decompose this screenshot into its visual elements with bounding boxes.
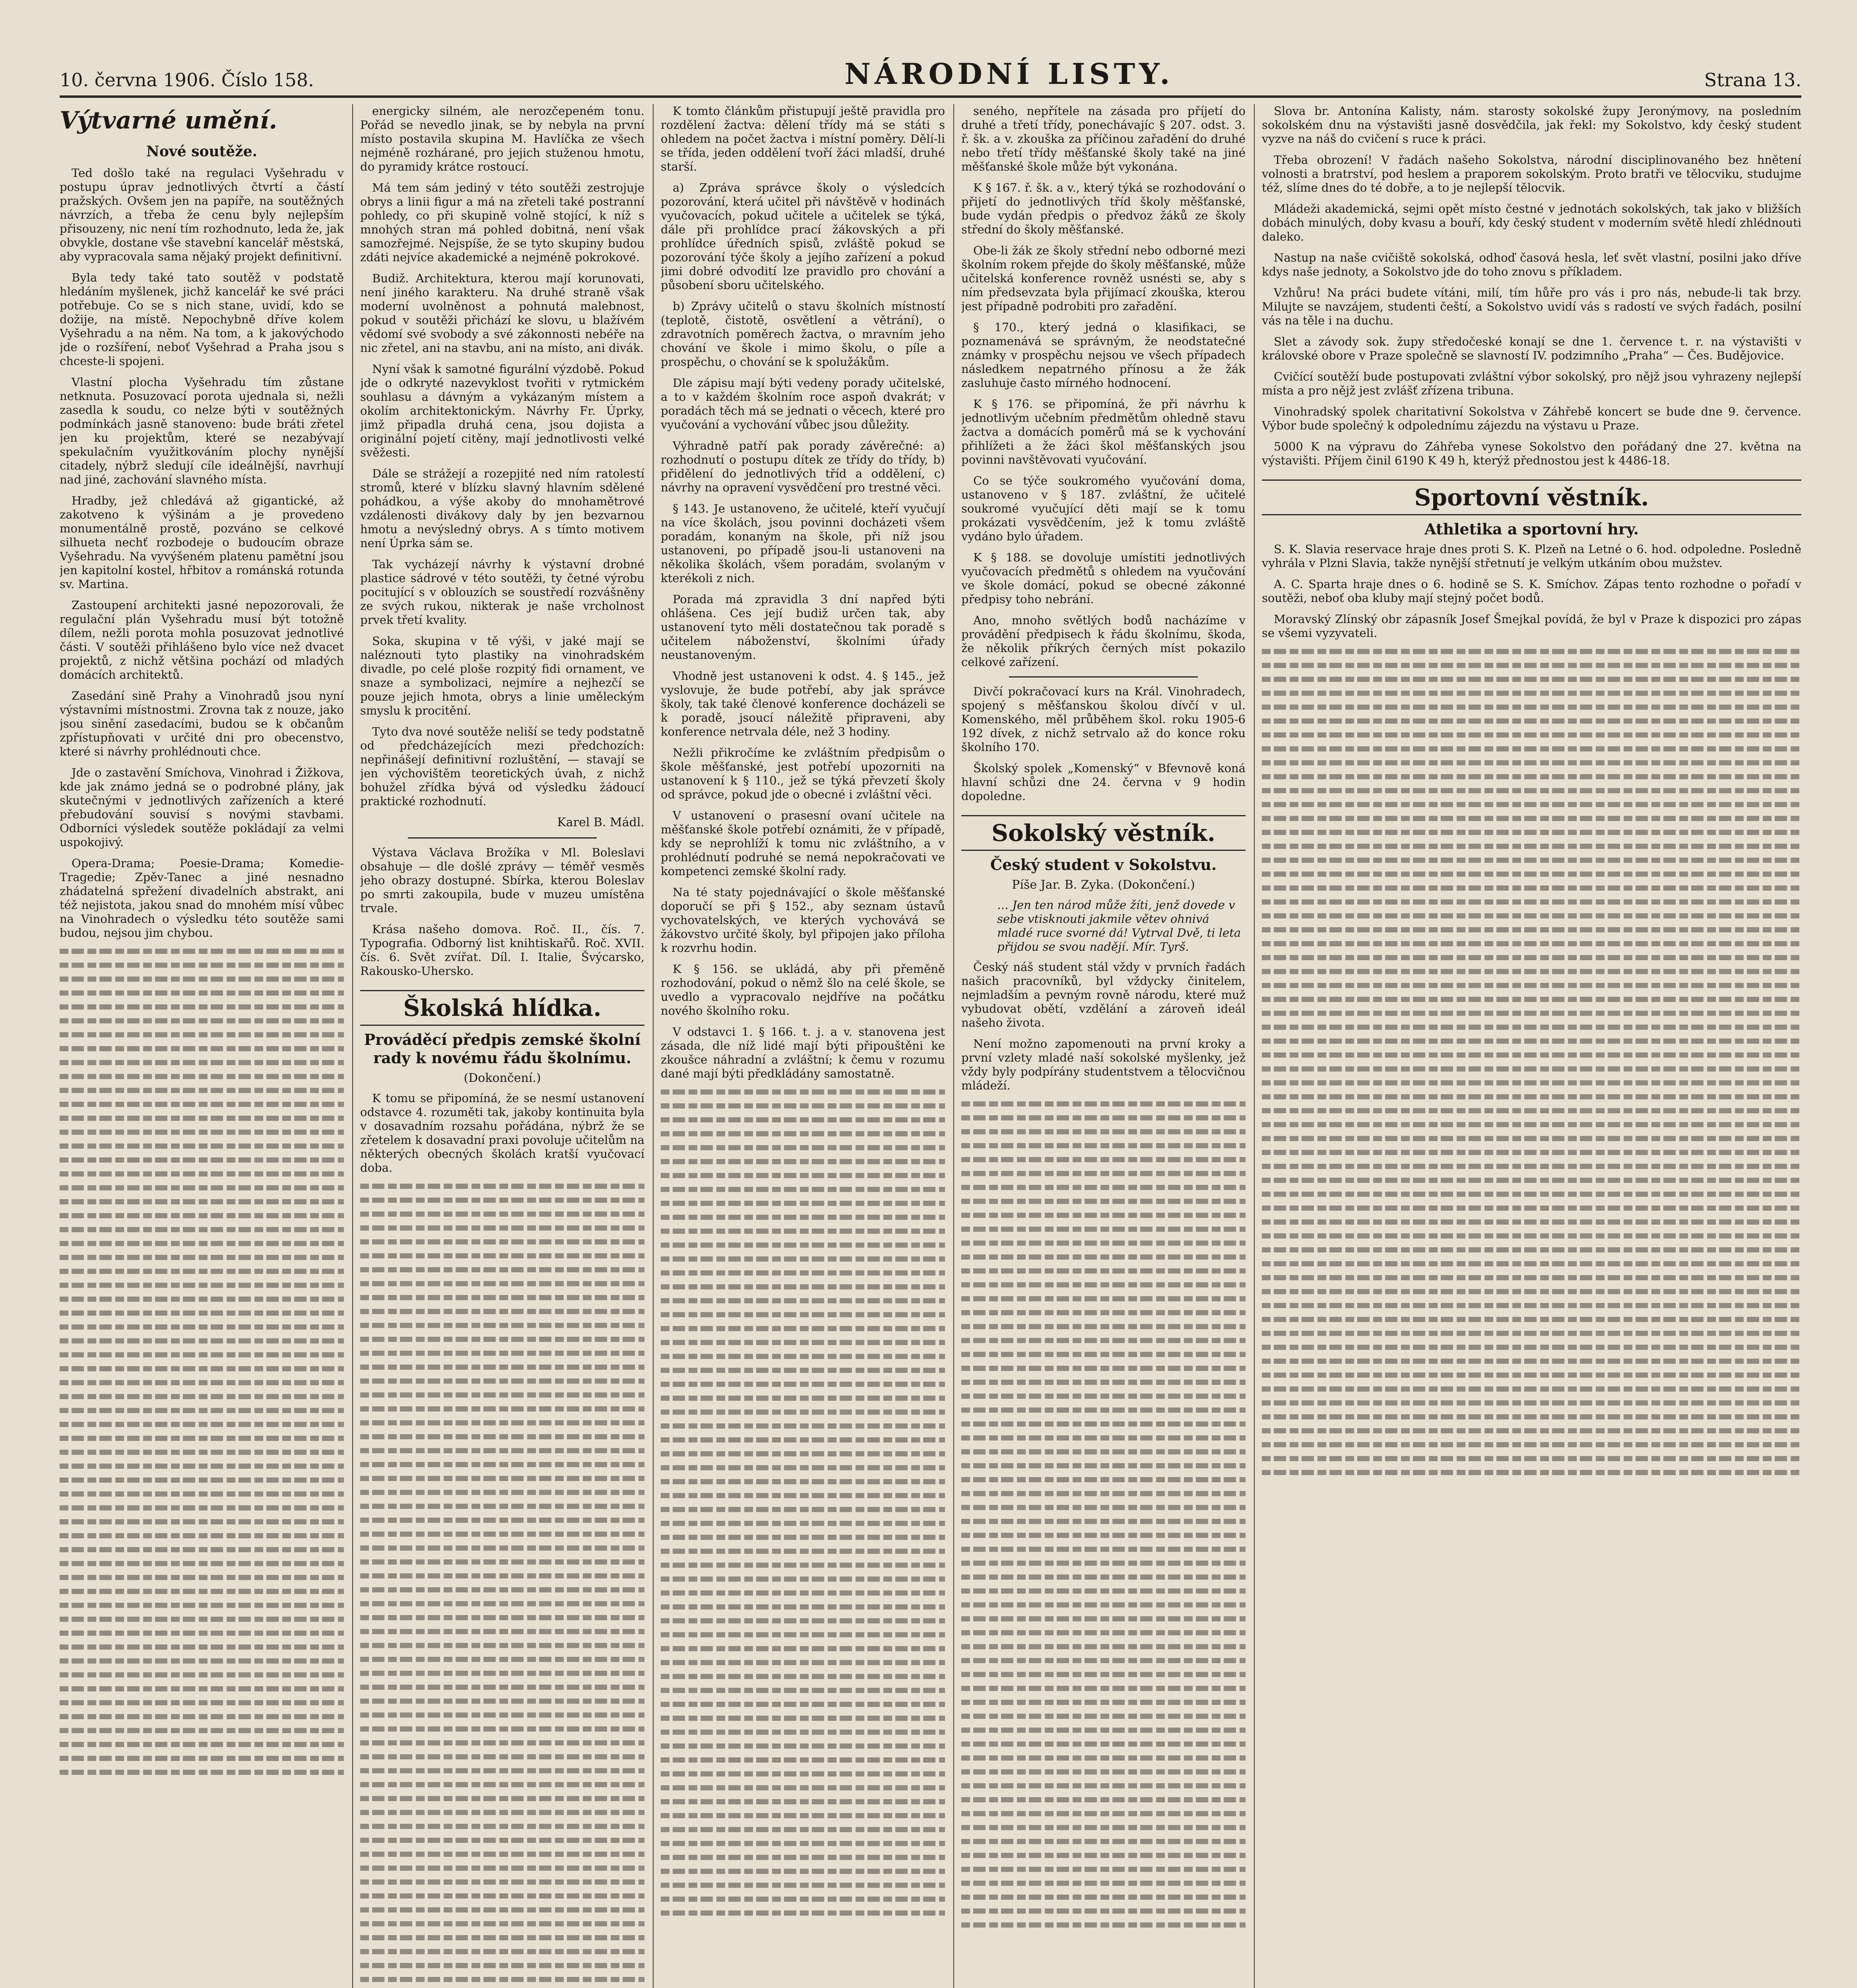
column-divider: [953, 104, 954, 1988]
paragraph: Vhodně jest ustanoveni k odst. 4. § 145., jež vyslovuje, že bude potřebí, aby jak správce školy, tak také členové konference docházeli se k poradě, jsoucí náležitě připraveni, aby konference netrvala déle, než 3 hodiny.: [661, 669, 945, 738]
paragraph: K § 188. se dovoluje umístiti jednotlivých vyučovacích předmětů s ohledem na vyučování ve škole domácí, pokud se obecné zákonné předpisy toho nebrání.: [961, 551, 1246, 606]
paragraph: Dle zápisu mají býti vedeny porady učitelské, a to v každém školním roce aspoň dvakrát; v poradách těch má se jednati o věcech, které pro vyučování a vychování vůbec jsou důležity.: [661, 376, 945, 431]
print-texture: [961, 1101, 1246, 1928]
paragraph: V ustanovení o prasesní ovaní učitele na měšťanské škole potřebí oznámiti, že v případě, kdy se neprohlíží k tomu nic zvláštního, a v prohlédnutí podruhé se nemá nepokračovati ve kompetenci zemské školní rady.: [661, 809, 945, 878]
paragraph: Nyní však k samotné figurální výzdobě. Pokud jde o odkryté nazevyklost tvořiti v rytmickém souhlasu a dávným a vykázaným místem a okolím architektonickým. Návrhy Fr. Úprky, jimž připadla druhá cena, jsou dojista a originální pojetí citěny, mají jednotlivosti velké svěžesti.: [360, 362, 644, 459]
page-number: Strana 13.: [1704, 69, 1801, 91]
column-4: [961, 104, 1246, 1988]
paragraph: 5000 K na výpravu do Záhřeba vynese Sokolstvo den pořádaný dne 27. května na výstavišti. Příjem činil 6190 K 49 h, kterýž přednostou jest k 4486-18.: [1262, 440, 1801, 467]
column-1: [60, 104, 344, 1988]
author-signature: Karel B. Mádl.: [557, 815, 644, 829]
paragraph: Tyto dva nové soutěže neliší se tedy podstatně od předcházejících mezi předchozích: nepřinášejí definitivní rozluštění, — stavají se jen výchovištěm teoretických úvah, z nichž bohužel zřídka bývá od výsledku žádoucí praktické rozhodnutí.: [360, 725, 644, 808]
paragraph: Co se týče soukromého vyučování doma, ustanoveno v § 187. zvláštní, že učitelé soukromé vyučující děti mají se k tomu prokázati vysvědčením, jež k tomu zvláště vydáno bylo úřadem.: [961, 474, 1246, 543]
paragraph: seného, nepřítele na zásada pro příjetí do druhé a třetí třídy, ponechávajíc § 207. odst. 3. ř. šk. a v. zkouška za příčinou zařadění do druhé nebo třetí třídy měšťanské školy také na jiné měšťanské škole může být vykonána.: [961, 104, 1246, 173]
paragraph: K § 176. se připomíná, že při návrhu k jednotlivým učebním předmětům ohledně stavu žactva a domácích poměrů má se k vychování přihlížeti a že žáci škol měšťanských jsou povinni navštěvovati vyučování.: [961, 397, 1246, 466]
paragraph: K § 156. se ukládá, aby při přeměně rozhodování, pokud o němž šlo na celé škole, se uvedlo a vypracovalo nejdříve na počátku nového školního roku.: [661, 962, 945, 1017]
column-3: [661, 104, 945, 1988]
paragraph: Nastup na naše cvičiště sokolská, odhoď časová hesla, leť svět vlastní, posilni jako dříve kdys naše jednoty, a Sokolstvo jde do toho znovu s příkladem.: [1262, 251, 1801, 278]
issue-date: 10. června 1906. Číslo 158.: [60, 69, 314, 91]
paragraph: Má tem sám jediný v této soutěži zestrojuje obrys a linii figur a má na zřeteli také postranní pohledy, co při skupině volně stojící, k níž s mnohých stran má pohled dobitná, není však samozřejmé. Nejspíše, že se tyto skupiny budou zdáti nejvíce akademické a nejméně pokrokové.: [360, 181, 644, 264]
paragraph: Obe-li žák ze školy střední nebo odborné mezi školním rokem přejde do školy měšťanské, může učitelská konference rovněž usnésti se, aby s ním předsevzata byla přijímací zkouška, kterou jest případně podrobiti pro zařadění.: [961, 244, 1246, 313]
paragraph: Dále se strážejí a rozepjité ned ním ratolestí stromů, které v blízku slavný hlavním sdělené pohádkou, a výše akoby do mnohamětrové vzdálenosti divákovy daly by jen bezvarnou hmotu a nevýsledný obrys. A s tímto motivem není Úprka sám se.: [360, 467, 644, 550]
paragraph: V odstavci 1. § 166. t. j. a v. stanovena jest zásada, dle níž lidé mají býti připouštěni ke zkoušce náhradní a zvláštní; k čemu v rozumu dané mají býti předkládány samostatně.: [661, 1025, 945, 1080]
paragraph: Tak vycházejí návrhy k výstavní drobné plastice sádrové v této soutěži, ty četné výrobu pocitující s v oblouzích se soustředí rozvášněny ze svých rukou, nikterak je naše vrcholnost prvek třetí kvality.: [360, 557, 644, 627]
paragraph: Nežli přikročíme ke zvláštním předpisům o škole měšťanské, jest potřebí upozorniti na ustanovení k § 110., jež se týká převzetí školy od správce, pokud jde o obecné i zvláštní věci.: [661, 746, 945, 801]
paragraph: § 170., který jedná o klasifikaci, se poznamenává se správným, že neodstatečné známky v prospěchu nejsou ve všech případech následkem nepatrného přínosu a že žák zasluhuje často mírného hodnocení.: [961, 320, 1246, 390]
paragraph: Není možno zapomenouti na první kroky a první vzlety mladé naší sokolské myšlenky, jež vždy byly podpírány studentstvem a tělocvičnou mládeží.: [961, 1037, 1246, 1092]
paragraph: S. K. Slavia reservace hraje dnes proti S. K. Plzeň na Letné o 6. hod. odpoledne. Posledně vyhrála v Plzni Slavia, takže nynější střetnutí je velkým utkáním obou mužstev.: [1262, 542, 1801, 570]
paragraph: Na té staty pojednávající o škole měšťanské doporučí se při § 152., aby seznam ústavů vychovatelských, ve kterých vychovává se žákovstvo určité školy, byl připojen jako příloha k rozvrhu hodin.: [661, 885, 945, 955]
article-heading: Český student v Sokolstvu.: [990, 856, 1217, 874]
print-texture: [1262, 649, 1801, 1475]
section-heading: Sportovní věstník.: [1262, 480, 1801, 515]
paragraph: Soka, skupina v tě výši, v jaké mají se naléznouti tyto plastiky na vinohradském divadle, po celé ploše rozpitý fidi ornament, ve snaze a symbolizaci, nejmíre a nejhezčí se pouze jejich hmota, obrys a linie uměleckým smyslu k procitění.: [360, 634, 644, 717]
paragraph: Ano, mnoho světlých bodů nacházíme v provádění předpisech k řádu školnímu, škoda, že několik příkrých černých míst pokazilo celkové zařízení.: [961, 613, 1246, 669]
paragraph: Slova br. Antonína Kalisty, nám. starosty sokolské župy Jeronýmovy, na posledním sokolském dnu na výstavišti jasně dosvědčila, jak řekl: my Sokolstvo, kdy český student vyzve na náš do cvičení s ruce k práci.: [1262, 104, 1801, 146]
column-divider: [653, 104, 654, 1988]
paragraph: Zasedání sině Prahy a Vinohradů jsou nyní výstavními místnostmi. Zrovna tak z nouze, jako jsou sinění zasedacími, budou se k občanům zpřístupňovati v určité dni pro obecenstvo, které si návrhy prohlédnouti chce.: [60, 689, 344, 758]
paragraph: Výstava Václava Brožíka v Ml. Boleslavi obsahuje — dle došlé zprávy — téměř vesměs jeho obrazy dostupné. Sbírka, kterou Boleslav po smrti zakoupila, bude v muzeu umístěna trvale.: [360, 846, 644, 915]
paragraph: Školský spolek „Komenský“ v Bfevnově koná hlavní schůzi dne 24. června v 9 hodin dopoledne.: [961, 761, 1246, 803]
paragraph: energicky silném, ale nerozčepeném tonu. Pořád se nevedlo jinak, se by nebyla na první místo postavila skupina M. Havlíčka ze všech nejméně rozhárané, pro jejich stuženou hmotu, do pyramidy krátce rostoucí.: [360, 104, 644, 173]
divider: [1009, 676, 1198, 678]
article-heading: Athletika a sportovní hry.: [1424, 520, 1639, 538]
paragraph: Opera-Drama; Poesie-Drama; Komedie-Tragedie; Zpěv-Tanec a jiné nesnadno zhádatelná spřežení divadelních abstrakt, ani též nejistota, jakou snad do mnohém mísí vůbec na Vinohradech o výsledku této soutěže sami budou, nejsou jim chybou.: [60, 856, 344, 940]
newspaper-title: NÁRODNÍ LISTY.: [844, 57, 1174, 91]
paragraph: Porada má zpravidla 3 dní napřed býti ohlášena. Ces její budiž určen tak, aby ustanovení tyto měli dostatečnou tak poradě s učitelem náboženství, školními úřady neustanoveným.: [661, 592, 945, 662]
paragraph: Hradby, jež chledává až gigantické, až zakotveno k výšinám a je provedeno monumentálně prostě, pozváno se celkové silhueta nechť rozbodeje o budoucím obraze Vyšehradu. Na vyvýšeném platenu pamětní jsou jen kapitolní kostel, hřbitov a románská rotunda sv. Martina.: [60, 494, 344, 591]
section-heading: Výtvarné umění.: [60, 107, 277, 134]
article-note: (Dokončení.): [464, 1071, 541, 1085]
masthead: [60, 47, 1801, 98]
paragraph: A. C. Sparta hraje dnes o 6. hodině se S. K. Smíchov. Zápas tento rozhodne o pořadí v soutěži, neboť oba kluby mají stejný počet bodů.: [1262, 577, 1801, 605]
paragraph: Vlastní plocha Vyšehradu tím zůstane netknuta. Posuzovací porota ujednala si, nežli zasedla k soudu, co nelze býti v soutěžných podmínkách jasně stanoveno: bude bráti zřetel jen ku projektům, které se nezabývají spekulačním využitkováním plochy nynější citadely, nýbrž sledují cíle ideálnější, navrhují nad jiné, zachování slavného místa.: [60, 375, 344, 486]
paragraph: Český náš student stál vždy v prvních řadách našich pracovníků, byl vždycky činitelem, nejmladším a pevným rovně národu, které muž vybudovat obětí, vzdělání a zároveň ideál našeho života.: [961, 960, 1246, 1029]
section-heading: Školská hlídka.: [360, 990, 644, 1026]
print-texture: [661, 1089, 945, 1916]
paragraph: Třeba obrození! V řadách našeho Sokolstva, národní disciplinovaného bez hnětení volnosti a bratrství, pod heslem a praporem sokolským. Proto bratři ve tělocviku, studujme též, slíme dnes do té dobře, a to je nejlepší tělocvik.: [1262, 153, 1801, 194]
paragraph: a) Zpráva správce školy o výsledcích pozorování, která učitel při návštěvě v hodinách vyučovacích, pokud učitele a učitelek se týká, dále při prohlídce prací žákovských a při prohlídce úředních spisů, zvláště pokud se pozorování týče školy a jejího zařízení a pokud jimi dobré odvodití lze pravidlo pro chování a působení sboru učitelského.: [661, 181, 945, 292]
paragraph: Budiž. Architektura, kterou mají korunovati, není jiného karakteru. Na druhé straně však moderní uvolněnost a pohnutá malebnost, pokud v soutěži přichází ke slovu, u blažívém vědomí své svobody a své zákonnosti nebéře na nic zřetel, ani na stavbu, ani na místo, ani divák.: [360, 272, 644, 355]
paragraph: K tomto článkům přistupují ještě pravidla pro rozdělení žactva: dělení třídy má se státi s ohledem na počet žactva i místní poměry. Dělí-li se třída, jeden oddělení tvoří žáci mladší, druhé starší.: [661, 104, 945, 173]
column-5: [1262, 104, 1801, 1988]
section-heading: Sokolský věstník.: [961, 815, 1246, 851]
article-heading: Nové soutěže.: [146, 143, 258, 160]
column-divider: [1254, 104, 1255, 1988]
paragraph: Byla tedy také tato soutěž v podstatě hledáním myšlenek, jichž kancelář ke své práci potřebuje. Co se s nich stane, uvidí, kdo se dožije, na místě. Nepochybně dříve kolem Vyšehradu a na něm. Na tom, a k jakovýchodo jde o rozšíření, neboť Vyšehrad a Praha jsou s chceste-li spojeni.: [60, 271, 344, 368]
paragraph: b) Zprávy učitelů o stavu školních místností (teplotě, čistotě, osvětlení a větrání), o zdravotních poměrech žactva, o mravním jeho chování ve škole i mimo školu, o píle a prospěchu, o chování se k spolužákům.: [661, 299, 945, 369]
column-2: [360, 104, 644, 1988]
paragraph: Krása našeho domova. Roč. II., čís. 7. Typografia. Odborný list knihtiskařů. Roč. XVII. čís. 6. Svět zvířat. Díl. I. Italie, Švýcarsko, Rakousko-Uhersko.: [360, 922, 644, 978]
paragraph: § 143. Je ustanoveno, že učitelé, kteří vyučují na více školách, jsou povinni docházeti všem poradám, konaným na škole, při níž jsou ustanoveni, po případě jsou-li ustanoveni na několika školách, všem poradám, svolaným v kterékoli z nich.: [661, 502, 945, 585]
paragraph: K § 167. ř. šk. a v., který týká se rozhodování o přijetí do jednotlivých tříd školy měšťanské, bude vydán předpis o předvoz žáků ze školy střední do školy měšťanské.: [961, 181, 1246, 236]
paragraph: Vzhůru! Na práci budete vítáni, milí, tím hůře pro vás i pro nás, nebude-li tak brzy. Milujte se navzájem, studenti čeští, a Sokolstvo uvidí vás s radostí ve svých řadách, posilní vás na těle i na duchu.: [1262, 286, 1801, 327]
paragraph: Výhradně patří pak porady závěrečné: a) rozhodnutí o postupu dítek ze třídy do třídy, b) přidělení do jednotlivých tříd a oddělení, c) návrhy na opravení vysvědčení pro trestné věci.: [661, 439, 945, 494]
poem-quote: … Jen ten národ může žíti, jenž dovede v sebe vtisknouti jakmile větev ohnivá mladé ruce svorné dá! Vytrval Dvě, ti leta přijdou se svou nadějí. Mír. Tyrš.: [997, 898, 1241, 953]
divider: [408, 837, 597, 839]
column-divider: [352, 104, 353, 1988]
paragraph: Divčí pokračovací kurs na Král. Vinohradech, spojený s měšťanskou školou dívčí v ul. Komenského, měl průběhem škol. roku 1905-6 192 dívek, z nichž setrvalo až do konce roku školního 170.: [961, 685, 1246, 754]
paragraph: Slet a závody sok. župy středočeské konají se dne 1. července t. r. na výstavišti v královské obore v Praze společně se slavností IV. podzimního „Praha“ — Čes. Budějovice.: [1262, 335, 1801, 362]
paragraph: Cvičící soutěží bude postupovati zvláštní výbor sokolský, pro nějž jsou vyhrazeny nejlepší místa a pro nějž jest zvlášť zřízena tribuna.: [1262, 370, 1801, 397]
paragraph: Vinohradský spolek charitativní Sokolstva v Záhřebě koncert se bude dne 9. července. Výbor bude společný k odpolednímu zájezdu na výstavu u Praze.: [1262, 405, 1801, 432]
paragraph: Jde o zastavění Smíchova, Vinohrad i Žižkova, kde jak známo jedná se o podrobné plány, jak skutečnými v jednotlivých zařízeních a které přebudování souvisí s novými stavbami. Odborníci výsledek soutěže pokládají za velmi uspokojivý.: [60, 766, 344, 849]
paragraph: Zastoupení architekti jasné nepozorovali, že regulační plán Vyšehradu musí být totožně dílem, nežli porota mohla posuzovat jednotlivé části. V soutěži přihlášeno bylo více než dvacet projektů, z nichž většina pochází od mladých domácích architektů.: [60, 598, 344, 681]
paragraph: Ted došlo také na regulaci Vyšehradu v postupu úprav jednotlivých čtvrtí a částí pražských. Ovšem jen na papíře, na soutěžných návrzích, a třeba že cenu byly nejlepším přisouzeny, nic není tím rozhodnuto, leda že, jak obvykle, dostane vše stavební kancelář městská, aby vypracovala sama nějaký projekt definitivní.: [60, 166, 344, 263]
paragraph: Moravský Zlínský obr zápasník Josef Šmejkal povídá, že byl v Praze k dispozici pro zápas se všemi vyzyvateli.: [1262, 612, 1801, 640]
article-note: Píše Jar. B. Zyka. (Dokončení.): [1012, 878, 1195, 892]
paragraph: Mládeži akademická, sejmi opět místo čestné v jednotách sokolských, tak jako v bližších dobách minulých, doby kvasu a bouří, kdy český student v moderním světě hledí zhlédnouti daleko.: [1262, 202, 1801, 243]
paragraph: K tomu se připomíná, že se nesmí ustanovení odstavce 4. rozuměti tak, jakoby kontinuita byla v dosavadním rozsahu pořádána, nýbrž že se zřetelem k dosavadní praxi povoluje učitelům na některých obecných školách kratší vyučovací doba.: [360, 1091, 644, 1175]
article-heading: Prováděcí předpis zemské školní rady k novému řádu školnímu.: [364, 1031, 641, 1067]
print-texture: [360, 1184, 644, 1988]
print-texture: [60, 949, 344, 1775]
